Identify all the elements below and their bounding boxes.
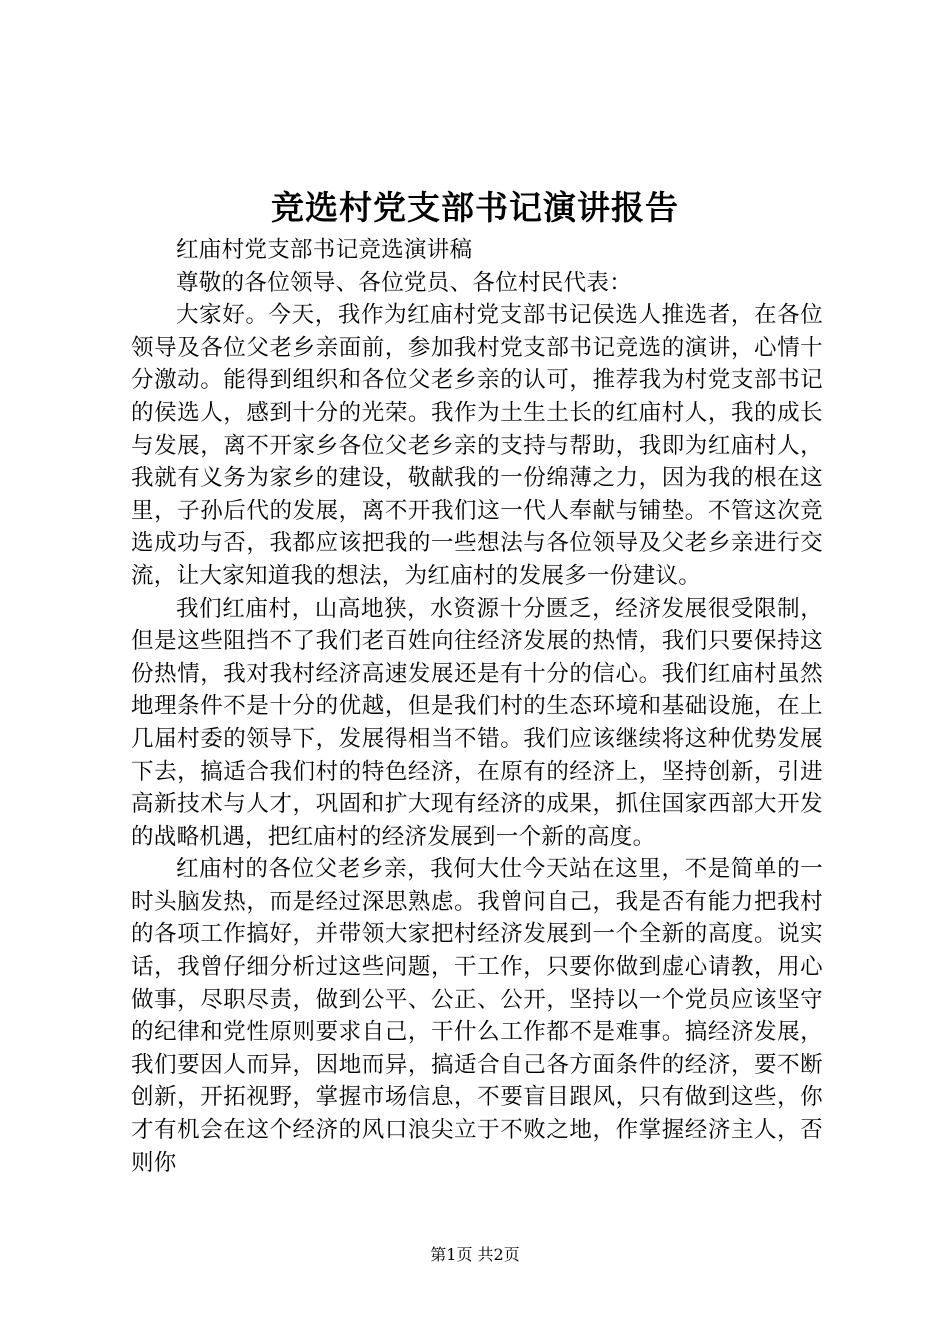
paragraph-salutation: 尊敬的各位领导、各位党员、各位村民代表： bbox=[176, 269, 633, 296]
paragraph-body-1: 大家好。今天，我作为红庙村党支部书记侯选人推选者，在各位领导及各位父老乡亲面前，参加我村党支部书记竞选的演讲，心情十分激动。能得到组织和各位父老乡亲的认可，推荐我为村党支部书记的侯选人，感到十分的光荣。我作为土生土长的红庙村人，我的成长与发展，离不开家乡各位父老乡亲的支持与帮助，我即为红庙村人，我就有义务为家乡的建设，敬献我的一份绵薄之力，因为我的根在这里，子孙后代的发展，离不开我们这一代人奉献与铺垫。不管这次竞选成功与否，我都应该把我的一些想法与各位领导及父老乡亲进行交流，让大家知道我的想法，为红庙村的发展多一份建议。 bbox=[131, 302, 823, 589]
paragraph-subtitle: 红庙村党支部书记竞选演讲稿 bbox=[176, 237, 473, 263]
document-body bbox=[131, 234, 823, 1179]
paragraph-body-3: 红庙村的各位父老乡亲，我何大仕今天站在这里，不是简单的一时头脑发热，而是经过深思熟虑。我曾问自己，我是否有能力把我村的各项工作搞好，并带领大家把村经济发展到一个全新的高度。说实话，我曾仔细分析过这些问题，干工作，只要你做到虚心请教，用心做事，尽职尽责，做到公平、公正、公开，坚持以一个党员应该坚守的纪律和党性原则要求自己，干什么工作都不是难事。搞经济发展，我们要因人而异，因地而异，搞适合自己各方面条件的经济，要不断创新，开拓视野，掌握市场信息，不要盲目跟风，只有做到这些，你才有机会在这个经济的风口浪尖立于不败之地，作掌握经济主人，否则你 bbox=[131, 856, 823, 1176]
page-number-footer: 第1页 共2页 bbox=[430, 1245, 520, 1264]
paragraph-body-2: 我们红庙村，山高地狭，水资源十分匮乏，经济发展很受限制，但是这些阻挡不了我们老百姓向往经济发展的热情，我们只要保持这份热情，我对我村经济高速发展还是有十分的信心。我们红庙村虽然地理条件不是十分的优越，但是我们村的生态环境和基础设施，在上几届村委的领导下，发展得相当不错。我们应该继续将这种优势发展下去，搞适合我们村的特色经济，在原有的经济上，坚持创新，引进高新技术与人才，巩固和扩大现有经济的成果，抓住国家西部大开发的战略机遇，把红庙村的经济发展到一个新的高度。 bbox=[131, 595, 823, 850]
document-title: 竞选村党支部书记演讲报告 bbox=[271, 188, 679, 227]
